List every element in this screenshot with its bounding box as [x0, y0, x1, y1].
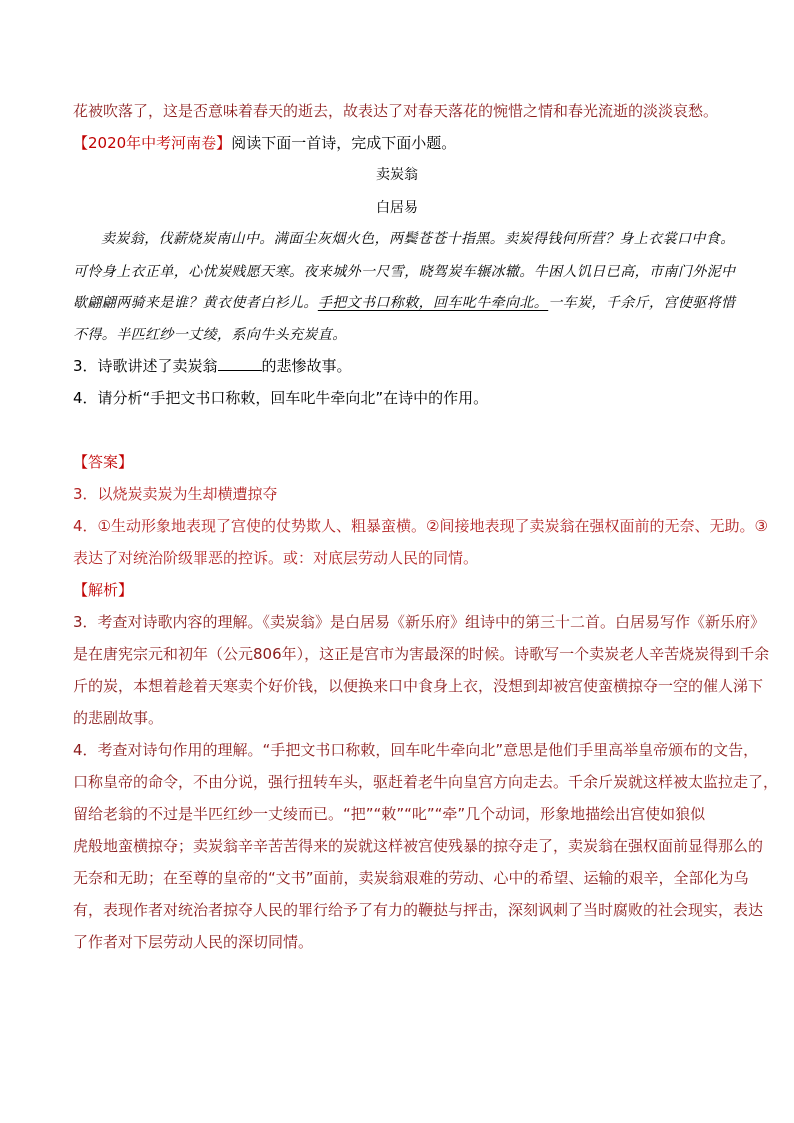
analysis-3-line-1: 3．考查对诗歌内容的理解。《卖炭翁》是白居易《新乐府》组诗中的第三十二首。白居易写作《新乐府》 [73, 613, 766, 631]
poem-underlined-line: 手把文书口称敕，回车叱牛牵向北。 [317, 295, 549, 311]
intro-paragraph-tail: 花被吹落了，这是否意味着春天的逝去，故表达了对春天落花的惋惜之情和春光流逝的淡淡哀愁。 [73, 102, 719, 120]
question-3 [73, 356, 352, 376]
analysis-4-line-3: 留给老翁的不过是半匹红纱一丈绫而已。“把”“敕”“叱”“牵”几个动词，形象地描绘出宫使如狼似 [73, 805, 706, 823]
answer-blank [218, 356, 262, 371]
analysis-4-line-2: 口称皇帝的命令，不由分说，强行扭转车头，驱赶着老牛向皇宫方向走去。千余斤炭就这样被太监拉走了， [73, 773, 779, 791]
analysis-3-line-4: 的悲剧故事。 [73, 709, 164, 727]
question-source [73, 133, 456, 153]
answer-3: 3．以烧炭卖炭为生却横遭掠夺 [73, 485, 278, 503]
poem-line-3-before: 歇翩翩两骑来是谁？黄衣使者白衫儿。 [73, 295, 318, 311]
source-label: 【2020年中考河南卷】 [73, 134, 232, 152]
poem-line-3-after: 一车炭，千余斤，宫使驱将惜 [548, 295, 736, 311]
answer-header: 【答案】 [73, 453, 134, 471]
analysis-3-line-3: 斤的炭，本想着趁着天寒卖个好价钱，以便换来口中食身上衣，没想到却被宫使蛮横掠夺一空的催人涕下 [73, 677, 764, 695]
poem-title: 卖炭翁 [376, 167, 418, 183]
analysis-4-line-5: 无奈和无助；在至尊的皇帝的“文书”面前，卖炭翁艰难的劳动、心中的希望、运输的艰辛，全部化为乌 [73, 869, 749, 887]
question-3-after: 的悲惨故事。 [261, 357, 352, 375]
poem-line-1: 卖炭翁，伐薪烧炭南山中。满面尘灰烟火色，两鬓苍苍十指黑。卖炭得钱何所营？身上衣裳口中食。 [101, 231, 735, 247]
poem-line-4: 不得。半匹红纱一丈绫，系向牛头充炭直。 [73, 327, 347, 343]
analysis-4-line-7: 了作者对下层劳动人民的深切同情。 [73, 933, 314, 951]
question-3-before: 3．诗歌讲述了卖炭翁 [73, 357, 218, 375]
analysis-header: 【解析】 [73, 581, 134, 599]
analysis-4-line-4: 虎般地蛮横掠夺；卖炭翁辛辛苦苦得来的炭就这样被宫使残暴的掠夺走了，卖炭翁在强权面前显得那么的 [73, 837, 764, 855]
question-4: 4．请分析“手把文书口称敕，回车叱牛牵向北”在诗中的作用。 [73, 389, 489, 407]
poem-line-3 [73, 293, 735, 313]
answer-4-line-2: 表达了对统治阶级罪恶的控诉。或：对底层劳动人民的同情。 [73, 549, 479, 567]
analysis-4-line-1: 4．考查对诗句作用的理解。“手把文书口称敕，回车叱牛牵向北”意思是他们手里高举皇帝颁布的文告， [73, 741, 759, 759]
analysis-3-line-2: 是在唐宪宗元和初年（公元806年），这正是宫市为害最深的时候。诗歌写一个卖炭老人辛苦烧炭得到千余 [73, 645, 770, 663]
answer-4-line-1: 4．①生动形象地表现了宫使的仗势欺人、粗暴蛮横。②间接地表现了卖炭翁在强权面前的无奈、无助。③ [73, 517, 768, 535]
poem-author: 白居易 [376, 200, 418, 216]
analysis-4-line-6: 有，表现作者对统治者掠夺人民的罪行给予了有力的鞭挞与抨击，深刻讽刺了当时腐败的社会现实，表达 [73, 901, 764, 919]
poem-line-2: 可怜身上衣正单，心忧炭贱愿天寒。夜来城外一尺雪，晓驾炭车辗冰辙。牛困人饥日已高，市南门外泥中 [73, 264, 736, 280]
source-instruction: 阅读下面一首诗，完成下面小题。 [231, 134, 457, 152]
